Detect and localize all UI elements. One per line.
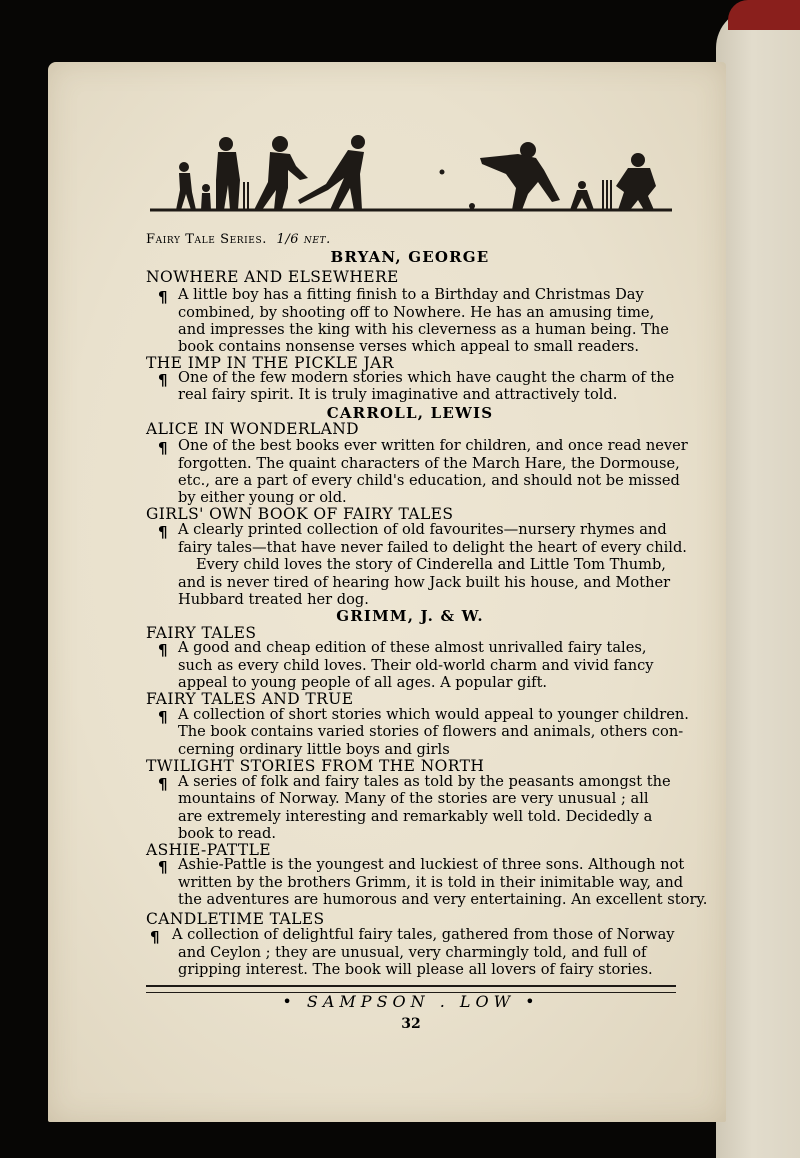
book-title: THE IMP IN THE PICKLE JAR <box>146 354 394 372</box>
description-line: A collection of delightful fairy tales, gathered from those of Norway <box>172 926 675 943</box>
description-line: One of the best books ever written for children, and once read never <box>178 437 688 454</box>
description-line: real fairy spirit. It is truly imaginative and attractively told. <box>178 386 618 403</box>
book-title: TWILIGHT STORIES FROM THE NORTH <box>146 757 485 775</box>
description-line: such as every child loves. Their old-world charm and vivid fancy <box>178 657 654 674</box>
description-line: mountains of Norway. Many of the stories are very unusual ; all <box>178 790 649 807</box>
facing-page-edge <box>716 8 800 1158</box>
book-title: ASHIE-PATTLE <box>146 841 272 859</box>
description-line: forgotten. The quaint characters of the March Hare, the Dormouse, <box>178 455 680 472</box>
book-title: CANDLETIME TALES <box>146 910 325 928</box>
pilcrow-icon: ¶ <box>158 523 168 541</box>
pilcrow-icon: ¶ <box>158 775 168 793</box>
description-line: cerning ordinary little boys and girls <box>178 741 450 758</box>
description-line: gripping interest. The book will please all lovers of fairy stories. <box>178 961 653 978</box>
description-line: A clearly printed collection of old favourites—nursery rhymes and <box>178 521 667 538</box>
description-line: A good and cheap edition of these almost unrivalled fairy tales, <box>178 639 647 656</box>
description-line: etc., are a part of every child's education, and should not be missed <box>178 472 680 489</box>
pilcrow-icon: ¶ <box>158 371 168 389</box>
description-line: and Ceylon ; they are unusual, very charmingly told, and full of <box>178 944 647 961</box>
author-heading: CARROLL, LEWIS <box>326 404 494 422</box>
description-line: Ashie-Pattle is the youngest and luckiest of three sons. Although not <box>178 856 685 873</box>
description-line: The book contains varied stories of flowers and animals, others con- <box>178 723 684 740</box>
series-price: 1/6 net. <box>276 232 331 247</box>
description-line: fairy tales—that have never failed to delight the heart of every child. <box>178 539 687 556</box>
cricket-silhouette-icon <box>150 130 672 216</box>
pilcrow-icon: ¶ <box>158 858 168 876</box>
series-header <box>146 231 331 249</box>
description-line: A collection of short stories which would appeal to younger children. <box>178 706 689 723</box>
description-line: Every child loves the story of Cinderella and Little Tom Thumb, <box>196 556 666 573</box>
author-heading: BRYAN, GEORGE <box>330 248 490 266</box>
pilcrow-icon: ¶ <box>158 708 168 726</box>
pilcrow-icon: ¶ <box>150 928 160 946</box>
book-title: GIRLS' OWN BOOK OF FAIRY TALES <box>146 505 454 523</box>
description-line: written by the brothers Grimm, it is told in their inimitable way, and <box>178 874 684 891</box>
description-line: A series of folk and fairy tales as told by the peasants amongst the <box>178 773 671 790</box>
description-line: the adventures are humorous and very entertaining. An excellent story. <box>178 891 708 908</box>
pilcrow-icon: ¶ <box>158 641 168 659</box>
series-label: Fairy Tale Series. <box>146 232 267 247</box>
description-line: combined, by shooting off to Nowhere. He has an amusing time, <box>178 304 655 321</box>
description-line: A little boy has a fitting finish to a Birthday and Christmas Day <box>178 286 644 303</box>
description-line: are extremely interesting and remarkably well told. Decidedly a <box>178 808 653 825</box>
book-title: FAIRY TALES <box>146 624 257 642</box>
book-binding-edge <box>728 0 800 30</box>
book-title: FAIRY TALES AND TRUE <box>146 690 354 708</box>
pilcrow-icon: ¶ <box>158 288 168 306</box>
publisher-imprint: • SAMPSON . LOW • <box>282 992 540 1011</box>
book-title: ALICE IN WONDERLAND <box>146 420 360 438</box>
author-heading: GRIMM, J. & W. <box>336 607 484 625</box>
pilcrow-icon: ¶ <box>158 439 168 457</box>
book-title: NOWHERE AND ELSEWHERE <box>146 268 399 286</box>
description-line: book contains nonsense verses which appeal to small readers. <box>178 338 639 355</box>
description-line: Hubbard treated her dog. <box>178 591 369 608</box>
description-line: appeal to young people of all ages. A popular gift. <box>178 674 548 691</box>
page-number: 32 <box>401 1016 421 1032</box>
description-line: book to read. <box>178 825 276 842</box>
description-line: and is never tired of hearing how Jack built his house, and Mother <box>178 574 671 591</box>
description-line: by either young or old. <box>178 489 347 506</box>
description-line: and impresses the king with his cleverness as a human being. The <box>178 321 669 338</box>
description-line: One of the few modern stories which have caught the charm of the <box>178 369 675 386</box>
